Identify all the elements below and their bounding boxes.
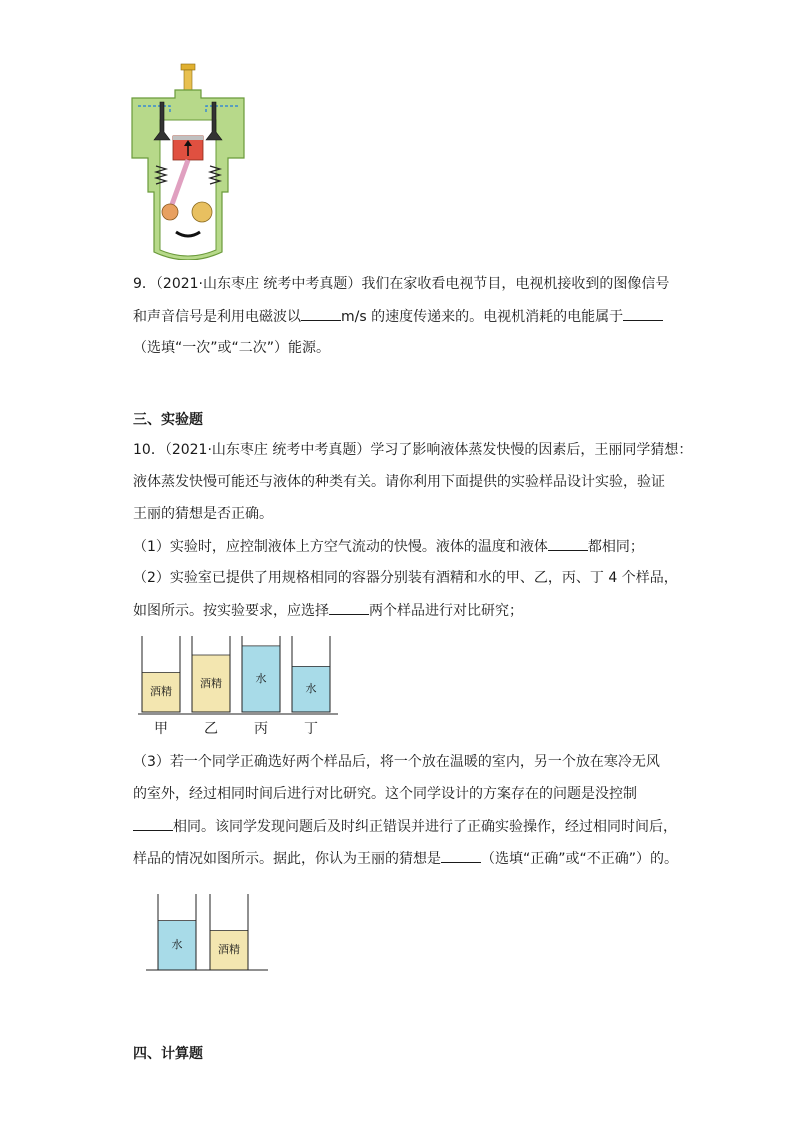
figure-results [146, 890, 270, 974]
sample-caption-0: 甲 [154, 721, 168, 737]
q10-text-1: 10．（2021·山东枣庄 统考中考真题）学习了影响液体蒸发快慢的因素后，王丽同学猜想： [133, 442, 693, 458]
q10-part3-line4 [133, 848, 678, 869]
q10-part2-line2 [133, 600, 523, 621]
q10-text-3: 王丽的猜想是否正确。 [133, 506, 273, 522]
q10-p2-text-2b: 两个样品进行对比研究； [369, 603, 523, 619]
figure-samples [138, 634, 342, 744]
q10-blank-2[interactable] [329, 600, 369, 615]
spark-plug [181, 64, 195, 70]
q10-line2 [133, 472, 665, 492]
sample-caption-3: 丁 [304, 721, 318, 737]
sample-caption-2: 丙 [254, 721, 268, 737]
q10-p3-text-4a: 样品的情况如图所示。据此，你认为王丽的猜想是 [133, 851, 441, 867]
q9-text-1: 9．（2021·山东枣庄 统考中考真题）我们在家收看电视节目，电视机接收到的图像信号 [133, 276, 670, 292]
q9-text-2b: m/s 的速度传递来的。电视机消耗的电能属于 [341, 309, 624, 325]
q10-p3-text-1: （3）若一个同学正确选好两个样品后，将一个放在温暖的室内，另一个放在寒冷无风 [133, 754, 660, 770]
q9-line1 [133, 274, 669, 294]
liquid-label-1: 酒精 [200, 676, 222, 690]
q10-line3 [133, 504, 273, 524]
q10-p2-text-1: （2）实验室已提供了用规格相同的容器分别装有酒精和水的甲、乙，丙、丁 4 个样品， [133, 570, 678, 586]
q10-text-2: 液体蒸发快慢可能还与液体的种类有关。请你利用下面提供的实验样品设计实验，验证 [133, 474, 665, 490]
liquid-label-2: 水 [255, 671, 267, 685]
liquid-label-1: 酒精 [218, 943, 240, 957]
q10-part2-line1 [133, 568, 678, 588]
q10-part3-line3 [133, 816, 677, 837]
q10-blank-1[interactable] [548, 536, 588, 551]
q10-p3-text-3b: 相同。该同学发现问题后及时纠正错误并进行了正确实验操作，经过相同时间后， [173, 819, 677, 835]
q10-part1 [133, 536, 644, 557]
figure-samples-svg [138, 634, 342, 720]
liquid-label-0: 水 [171, 938, 183, 952]
q10-p3-text-2: 的室外，经过相同时间后进行对比研究。这个同学设计的方案存在的问题是没控制 [133, 786, 637, 802]
q9-text-3: （选填“一次”或“二次”）能源。 [133, 340, 331, 356]
sample-caption-1: 乙 [204, 721, 218, 737]
q10-line1 [133, 440, 692, 460]
q9-line2 [133, 306, 663, 327]
q9-line3 [133, 338, 330, 358]
q10-blank-3[interactable] [133, 816, 173, 831]
liquid-label-0: 酒精 [150, 685, 172, 699]
section-3-title: 三、实验题 [133, 412, 203, 428]
q10-p3-text-4b: （选填“正确”或“不正确”）的。 [481, 851, 679, 867]
q9-blank-energy-type[interactable] [623, 306, 663, 321]
q10-blank-4[interactable] [441, 848, 481, 863]
q9-text-2a: 和声音信号是利用电磁波以 [133, 309, 301, 325]
q10-part3-line2 [133, 784, 637, 804]
figure-results-svg [146, 890, 270, 974]
crankshaft [162, 204, 178, 220]
engine-diagram [130, 62, 246, 260]
q10-p2-text-2a: 如图所示。按实验要求，应选择 [133, 603, 329, 619]
q10-p1-text-b: 都相同； [587, 539, 644, 555]
q9-blank-speed[interactable] [301, 306, 341, 321]
liquid-label-3: 水 [305, 682, 317, 696]
q10-part3-line1 [133, 752, 660, 772]
section-4-title: 四、计算题 [133, 1046, 203, 1062]
q10-p1-text-a: （1）实验时，应控制液体上方空气流动的快慢。液体的温度和液体 [133, 539, 548, 555]
